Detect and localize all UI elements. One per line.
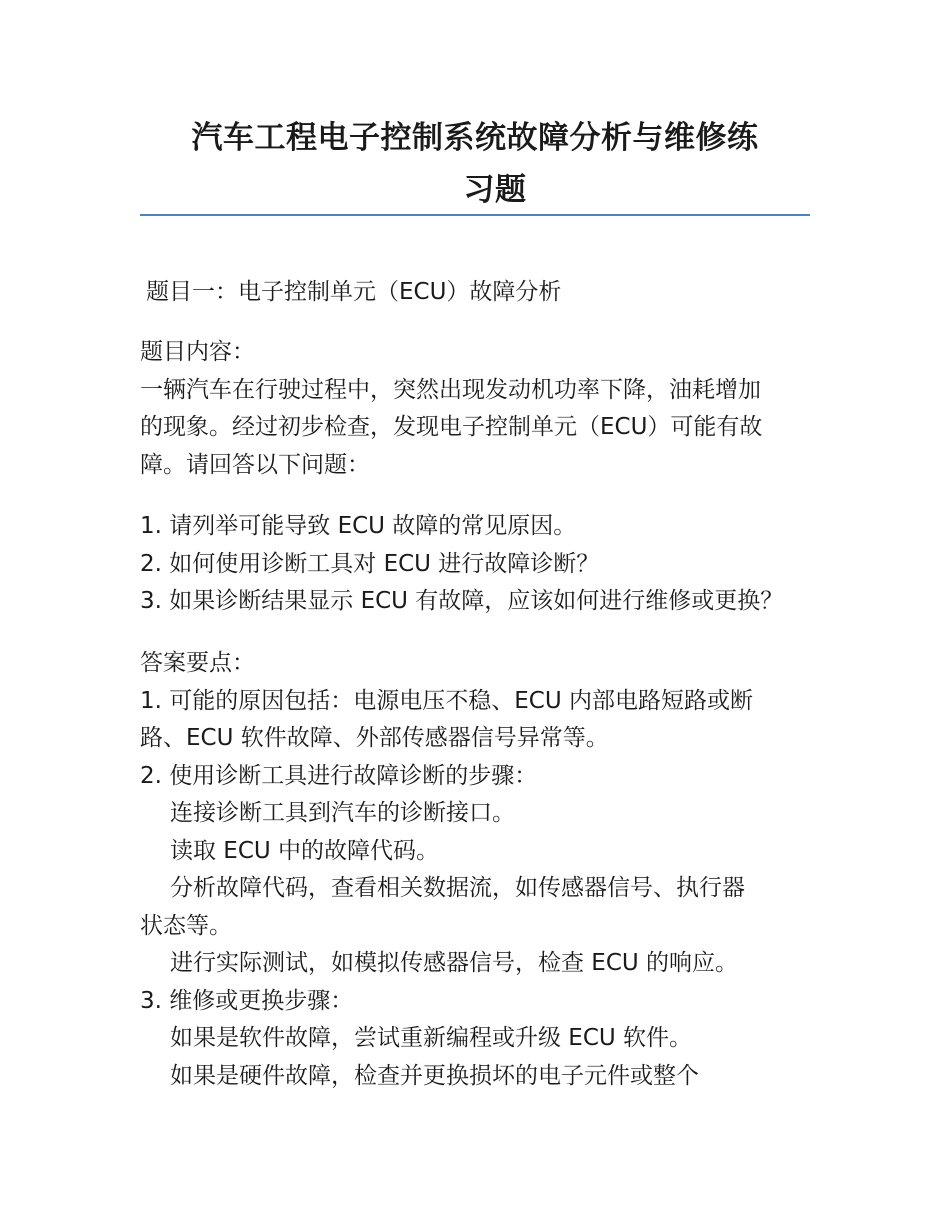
answer-block (140, 645, 812, 1095)
answer-line: 连接诊断工具到汽车的诊断接口。 (170, 800, 515, 826)
content-line: 一辆汽车在行驶过程中，突然出现发动机功率下降，油耗增加 (140, 376, 761, 403)
question-item: 1. 请列举可能导致 ECU 故障的常见原因。 (140, 513, 577, 539)
title-line-1: 汽车工程电子控制系统故障分析与维修练 (191, 120, 759, 156)
document-title (140, 112, 810, 216)
answer-line: 分析故障代码，查看相关数据流，如传感器信号、执行器 (170, 875, 745, 901)
answer-line: 状态等。 (140, 912, 232, 939)
content-line: 障。请回答以下问题： (140, 451, 370, 478)
question-content-block (140, 334, 812, 484)
answer-line: 读取 ECU 中的故障代码。 (170, 837, 440, 864)
question-item: 2. 如何使用诊断工具对 ECU 进行故障诊断？ (140, 550, 600, 577)
answer-line: 1. 可能的原因包括：电源电压不稳、ECU 内部电路短路或断 (140, 687, 753, 714)
section-heading: 题目一：电子控制单元（ECU）故障分析 (146, 279, 562, 305)
title-divider (140, 214, 810, 216)
answer-line: 2. 使用诊断工具进行故障诊断的步骤： (140, 762, 538, 789)
question-list (140, 508, 812, 621)
answer-line: 3. 维修或更换步骤： (140, 987, 354, 1014)
answer-line: 如果是软件故障，尝试重新编程或升级 ECU 软件。 (170, 1025, 693, 1051)
content-line: 的现象。经过初步检查，发现电子控制单元（ECU）可能有故 (140, 414, 763, 440)
answer-line: 路、ECU 软件故障、外部传感器信号异常等。 (140, 725, 609, 751)
answer-line: 进行实际测试，如模拟传感器信号，检查 ECU 的响应。 (170, 950, 739, 976)
title-line-2: 习题 (463, 172, 527, 208)
answer-line: 如果是硬件故障，检查并更换损坏的电子元件或整个 (170, 1062, 699, 1089)
content-label: 题目内容： (140, 339, 255, 365)
question-item: 3. 如果诊断结果显示 ECU 有故障，应该如何进行维修或更换？ (140, 588, 784, 614)
answer-label: 答案要点： (140, 650, 255, 676)
